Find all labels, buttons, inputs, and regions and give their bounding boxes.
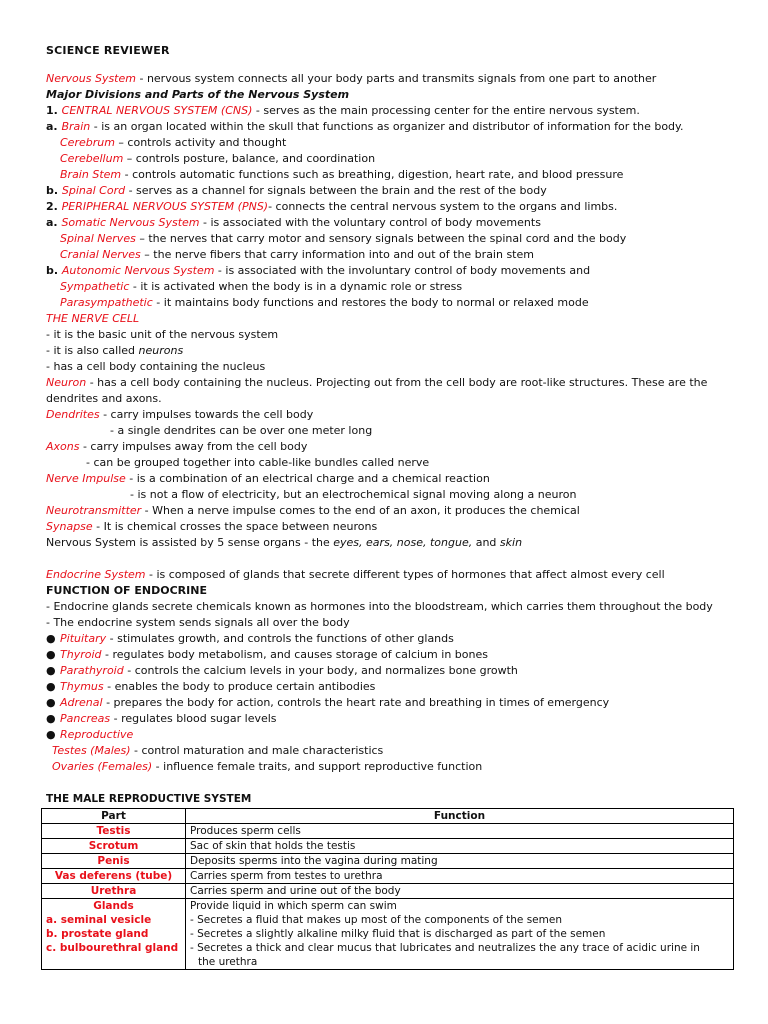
table-header-row	[42, 809, 734, 824]
cell-neuron-cont: dendrites and axons.	[46, 392, 162, 405]
ns-autonomic: b. Autonomic Nervous System - is associated with the involuntary control of body movements and	[46, 264, 591, 277]
part-cell: Vas deferens (tube)	[42, 869, 186, 884]
glands-label: Glands	[93, 900, 134, 912]
cell-dendrites: Dendrites - carry impulses towards the cell body	[46, 408, 314, 421]
ns-sympathetic: Sympathetic - it is activated when the body is in a dynamic role or stress	[60, 280, 463, 293]
ns-cerebrum: Cerebrum – controls activity and thought	[60, 136, 287, 149]
gland-a-label: a. seminal vesicle	[46, 914, 152, 926]
ns-brain: a. Brain - is an organ located within the skull that functions as organizer and distributor of information for the body.	[46, 120, 684, 133]
gland-b-function: - Secretes a slightly alkaline milky fluid that is discharged as part of the semen	[190, 928, 606, 940]
gland-adrenal: ● Adrenal - prepares the body for action, controls the heart rate and breathing in times of emergency	[46, 696, 610, 709]
cell-synapse: Synapse - It is chemical crosses the space between neurons	[46, 520, 378, 533]
cell-neurotransmitter: Neurotransmitter - When a nerve impulse comes to the end of an axon, it produces the chemical	[46, 504, 580, 517]
cell-axons: Axons - carry impulses away from the cell body	[46, 440, 308, 453]
ns-cranialnerves: Cranial Nerves – the nerve fibers that carry information into and out of the brain stem	[60, 248, 534, 261]
part-cell: Penis	[42, 854, 186, 869]
table-row	[42, 824, 734, 839]
table-row	[42, 884, 734, 899]
gland-pituitary: ● Pituitary - stimulates growth, and controls the functions of other glands	[46, 632, 454, 645]
table-row	[42, 839, 734, 854]
gland-thyroid: ● Thyroid - regulates body metabolism, and causes storage of calcium in bones	[46, 648, 488, 661]
ns-subheading: Major Divisions and Parts of the Nervous System	[46, 88, 350, 101]
cell-axons-cont: - can be grouped together into cable-like bundles called nerve	[86, 456, 430, 469]
part-cell: Urethra	[42, 884, 186, 899]
gland-c-function-cont: the urethra	[198, 956, 258, 968]
ns-pns: 2. PERIPHERAL NERVOUS SYSTEM (PNS)- connects the central nervous system to the organs and limbs.	[46, 200, 618, 213]
ns-somatic: a. Somatic Nervous System - is associated with the voluntary control of body movements	[46, 216, 541, 229]
cell-sense-organs: Nervous System is assisted by 5 sense organs - the eyes, ears, nose, tongue, and skin	[46, 536, 523, 549]
function-cell-glands	[186, 899, 734, 970]
endo-f2: - The endocrine system sends signals all over the body	[46, 616, 350, 629]
part-cell: Testis	[42, 824, 186, 839]
nerve-cell-heading: THE NERVE CELL	[46, 312, 140, 325]
endo-definition: Endocrine System - is composed of glands that secrete different types of hormones that affect almost every cell	[46, 568, 665, 581]
ns-brainstem: Brain Stem - controls automatic functions such as breathing, digestion, heart rate, and blood pressure	[60, 168, 624, 181]
page-title: SCIENCE REVIEWER	[46, 44, 170, 57]
gland-parathyroid: ● Parathyroid - controls the calcium levels in your body, and normalizes bone growth	[46, 664, 518, 677]
function-cell: Sac of skin that holds the testis	[186, 839, 734, 854]
cell-impulse: Nerve Impulse - is a combination of an electrical charge and a chemical reaction	[46, 472, 490, 485]
gland-testes: Testes (Males) - control maturation and male characteristics	[52, 744, 384, 757]
ns-cns: 1. CENTRAL NERVOUS SYSTEM (CNS) - serves as the main processing center for the entire nervous system.	[46, 104, 640, 117]
part-cell-glands	[42, 899, 186, 970]
glands-function: Provide liquid in which sperm can swim	[190, 900, 397, 912]
table-row-glands	[42, 899, 734, 970]
endo-function-heading: FUNCTION OF ENDOCRINE	[46, 584, 207, 597]
cell-neuron: Neuron - has a cell body containing the nucleus. Projecting out from the cell body are root-like structures. These are the	[46, 376, 708, 389]
function-cell: Carries sperm from testes to urethra	[186, 869, 734, 884]
cell-impulse-cont: - is not a flow of electricity, but an electrochemical signal moving along a neuron	[130, 488, 577, 501]
gland-thymus: ● Thymus - enables the body to produce certain antibodies	[46, 680, 376, 693]
ns-parasympathetic: Parasympathetic - it maintains body functions and restores the body to normal or relaxed mode	[60, 296, 589, 309]
male-repro-table	[41, 808, 734, 970]
gland-b-label: b. prostate gland	[46, 928, 149, 940]
gland-pancreas: ● Pancreas - regulates blood sugar levels	[46, 712, 277, 725]
function-cell: Deposits sperms into the vagina during mating	[186, 854, 734, 869]
gland-c-function: - Secretes a thick and clear mucus that lubricates and neutralizes the any trace of acidic urine in	[190, 942, 700, 954]
gland-c-label: c. bulbourethral gland	[46, 942, 179, 954]
male-repro-heading: THE MALE REPRODUCTIVE SYSTEM	[46, 793, 252, 805]
function-cell: Carries sperm and urine out of the body	[186, 884, 734, 899]
cell-b2: - it is also called neurons	[46, 344, 184, 357]
gland-reproductive: ● Reproductive	[46, 728, 134, 741]
function-cell: Produces sperm cells	[186, 824, 734, 839]
col-header-function: Function	[186, 809, 734, 824]
cell-b3: - has a cell body containing the nucleus	[46, 360, 266, 373]
table-row	[42, 869, 734, 884]
ns-spinalcord: b. Spinal Cord - serves as a channel for signals between the brain and the rest of the body	[46, 184, 547, 197]
gland-ovaries: Ovaries (Females) - influence female traits, and support reproductive function	[52, 760, 483, 773]
table-row	[42, 854, 734, 869]
gland-a-function: - Secretes a fluid that makes up most of the components of the semen	[190, 914, 562, 926]
part-cell: Scrotum	[42, 839, 186, 854]
col-header-part: Part	[42, 809, 186, 824]
cell-dendrites-cont: - a single dendrites can be over one meter long	[110, 424, 373, 437]
ns-definition: Nervous System - nervous system connects all your body parts and transmits signals from one part to another	[46, 72, 657, 85]
endo-f1: - Endocrine glands secrete chemicals known as hormones into the bloodstream, which carries them throughout the body	[46, 600, 713, 613]
cell-b1: - it is the basic unit of the nervous system	[46, 328, 279, 341]
ns-spinalnerves: Spinal Nerves – the nerves that carry motor and sensory signals between the spinal cord and the body	[60, 232, 627, 245]
ns-cerebellum: Cerebellum – controls posture, balance, and coordination	[60, 152, 376, 165]
